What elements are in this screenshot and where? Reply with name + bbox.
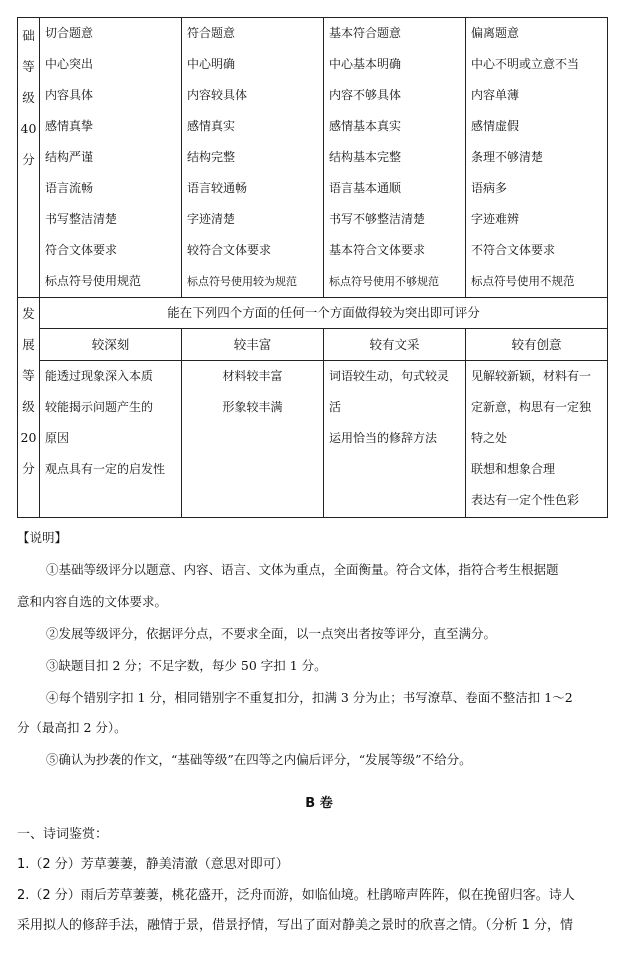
criterion: 内容单薄 [471, 88, 520, 102]
note-line: ②发展等级评分，依据评分点，不要求全面，以一点突出者按等评分，直至满分。 [46, 626, 497, 641]
dev-header-cell [40, 329, 182, 361]
dev-criterion: 观点具有一定的启发性 [45, 462, 166, 476]
note-line: 意和内容自选的文体要求。 [17, 594, 168, 609]
criterion: 书写整洁清楚 [45, 212, 118, 226]
criterion: 感情虚假 [471, 119, 520, 133]
basic-level-label [18, 18, 40, 298]
dev-criterion: 表达有一定个性色彩 [471, 493, 580, 507]
dev-criterion: 较能揭示问题产生的 [45, 400, 154, 414]
notes-heading: 【说明】 [17, 530, 68, 545]
criterion: 字迹清楚 [187, 212, 236, 226]
dev-criterion: 活 [329, 400, 342, 414]
dev-criterion: 原因 [45, 431, 70, 445]
dev-column-4 [466, 361, 608, 518]
section-subtitle: 一、诗词鉴赏： [17, 827, 109, 842]
criterion: 字迹难辨 [471, 212, 520, 226]
criterion: 感情基本真实 [329, 119, 402, 133]
note-line: ④每个错别字扣 1 分，相同错别字不重复扣分，扣满 3 分为止；书写潦草、卷面不整洁扣 1～2 [46, 690, 573, 705]
development-instruction: 能在下列四个方面的任何一个方面做得较为突出即可评分 [167, 305, 480, 320]
criterion: 中心基本明确 [329, 57, 402, 71]
criterion: 基本符合题意 [329, 26, 402, 40]
basic-column-4 [466, 18, 608, 298]
dev-side-char: 展 [22, 337, 35, 352]
dev-side-char: 20 [20, 430, 37, 445]
development-level-label [18, 298, 40, 518]
note-line: ⑤确认为抄袭的作文，“基础等级”在四等之内偏后评分，“发展等级”不给分。 [46, 752, 472, 767]
dev-criterion: 定新意，构思有一定独 [471, 400, 592, 414]
criterion: 符合文体要求 [45, 243, 118, 257]
basic-side-char: 等 [22, 59, 35, 74]
dev-criterion: 见解较新颖，材料有一 [471, 369, 592, 383]
note-line: 分（最高扣 2 分）。 [17, 720, 127, 735]
criterion: 标点符号使用不够规范 [329, 275, 439, 288]
criterion: 标点符号使用不规范 [471, 274, 575, 288]
dev-criterion: 特之处 [471, 431, 508, 445]
dev-header: 较深刻 [91, 337, 130, 352]
dev-criterion: 形象较丰满 [222, 400, 283, 414]
criterion: 内容具体 [45, 88, 94, 102]
note-line: ①基础等级评分以题意、内容、语言、文体为重点，全面衡量。符合文体，指符合考生根据题 [46, 562, 559, 577]
dev-header-cell [324, 329, 466, 361]
criterion: 内容较具体 [187, 88, 248, 102]
scoring-rubric-table [17, 17, 608, 518]
dev-side-char: 分 [22, 461, 35, 476]
development-instruction-cell [40, 298, 608, 329]
dev-header: 较有创意 [511, 337, 562, 352]
criterion: 书写不够整洁清楚 [329, 212, 426, 226]
criterion: 标点符号使用较为规范 [187, 275, 297, 288]
dev-side-char: 等 [22, 368, 35, 383]
basic-column-2 [182, 18, 324, 298]
criterion: 切合题意 [45, 26, 94, 40]
criterion: 语言较通畅 [187, 181, 248, 195]
dev-criterion: 运用恰当的修辞方法 [329, 431, 438, 445]
criterion: 符合题意 [187, 26, 236, 40]
criterion: 不符合文体要求 [471, 243, 556, 257]
criterion: 偏离题意 [471, 26, 520, 40]
answer-line: 1.（2 分）芳草萋萋，静美清澈（意思对即可） [17, 857, 289, 872]
basic-column-3 [324, 18, 466, 298]
note-line: ③缺题目扣 2 分；不足字数，每少 50 字扣 1 分。 [46, 658, 327, 673]
dev-side-char: 级 [22, 399, 35, 414]
section-title: B 卷 [305, 796, 333, 811]
basic-column-1 [40, 18, 182, 298]
criterion: 感情真挚 [45, 119, 94, 133]
criterion: 较符合文体要求 [187, 243, 272, 257]
criterion: 结构基本完整 [329, 150, 402, 164]
dev-criterion: 词语较生动，句式较灵 [329, 369, 450, 383]
criterion: 条理不够清楚 [471, 150, 544, 164]
dev-header-cell [466, 329, 608, 361]
answer-line: 2.（2 分）雨后芳草萋萋，桃花盛开，泛舟而游，如临仙境。杜鹃啼声阵阵，似在挽留归客。诗人 [17, 888, 575, 903]
basic-side-char: 础 [22, 28, 35, 43]
criterion: 内容不够具体 [329, 88, 402, 102]
basic-side-char: 级 [22, 90, 35, 105]
dev-header-cell [182, 329, 324, 361]
criterion: 感情真实 [187, 119, 236, 133]
dev-column-2 [182, 361, 324, 518]
criterion: 标点符号使用规范 [45, 274, 142, 288]
dev-header: 较有文采 [369, 337, 420, 352]
answer-line: 采用拟人的修辞手法，融情于景，借景抒情，写出了面对静美之景时的欣喜之情。（分析 1 分，情 [17, 918, 574, 933]
criterion: 中心明确 [187, 57, 236, 71]
dev-side-char: 发 [22, 306, 35, 321]
criterion: 语言流畅 [45, 181, 94, 195]
basic-side-char: 40 [20, 121, 37, 136]
dev-column-1 [40, 361, 182, 518]
dev-column-3 [324, 361, 466, 518]
criterion: 结构严谨 [45, 150, 94, 164]
criterion: 中心突出 [45, 57, 94, 71]
basic-side-char: 分 [22, 152, 35, 167]
criterion: 中心不明或立意不当 [471, 57, 580, 71]
criterion: 语病多 [471, 181, 508, 195]
dev-criterion: 材料较丰富 [222, 369, 283, 383]
dev-header: 较丰富 [233, 337, 272, 352]
criterion: 基本符合文体要求 [329, 243, 426, 257]
dev-criterion: 能透过现象深入本质 [45, 369, 154, 383]
criterion: 语言基本通顺 [329, 181, 402, 195]
criterion: 结构完整 [187, 150, 236, 164]
dev-criterion: 联想和想象合理 [471, 462, 556, 476]
